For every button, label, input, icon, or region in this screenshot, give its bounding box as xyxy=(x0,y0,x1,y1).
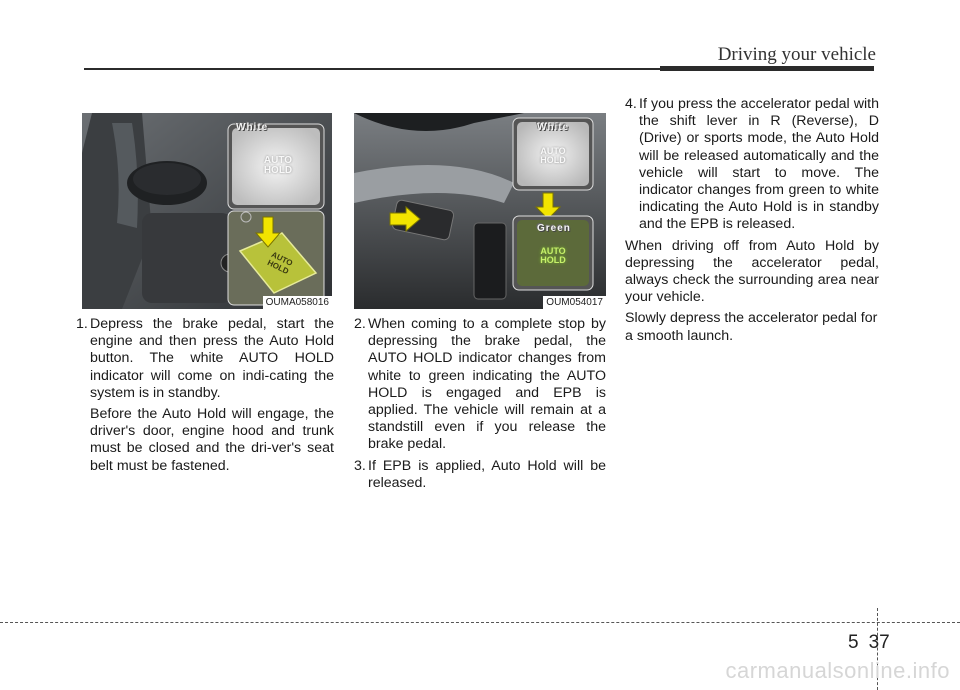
figure-footwell-indicators xyxy=(354,113,606,309)
figure-console-auto-hold xyxy=(82,113,332,309)
figure-code: OUM054017 xyxy=(543,296,606,309)
auto-hold-indicator-white-label: AUTO HOLD xyxy=(540,146,566,165)
chapter-number: 5 xyxy=(848,632,859,653)
white-indicator-caption: White xyxy=(236,122,269,133)
step-text: If you press the accelerator pedal with the shift lever in R (Reverse), D (Drive) or sports mode, the Auto Hold will be released automatically and the vehicle will start to move. The indicator changes from green to white indicating the Auto Hold is in standby and the EPB is released. xyxy=(639,96,879,233)
paragraph-smooth-launch: Slowly depress the accelerator pedal for a smooth launch. xyxy=(625,310,878,344)
step-text: When coming to a complete stop by depressing the brake pedal, the AUTO HOLD indicator changes from white to green indicating the AUTO HOLD is engaged and EPB is applied. The vehicle will remain at a standstill even if you release the brake pedal. xyxy=(368,316,606,453)
step-1-note: Before the Auto Hold will engage, the driver's door, engine hood and trunk must be closed and the dri-ver's seat belt must be fastened. xyxy=(90,406,334,474)
step-1 xyxy=(76,316,334,402)
step-number: 1. xyxy=(76,316,88,332)
step-number: 4. xyxy=(625,96,637,112)
watermark: carmanualsonline.info xyxy=(725,658,950,683)
step-4 xyxy=(625,96,879,234)
text-column-3 xyxy=(625,96,879,345)
footer-rule xyxy=(0,622,960,623)
console-illustration xyxy=(82,113,332,309)
footwell-illustration xyxy=(354,113,606,309)
step-text: If EPB is applied, Auto Hold will be released. xyxy=(368,457,606,491)
text-column-2 xyxy=(354,316,606,492)
figure-code: OUMA058016 xyxy=(263,296,332,309)
step-3 xyxy=(354,458,606,492)
text-column-1 xyxy=(76,316,334,475)
white-indicator-caption: White xyxy=(537,122,570,133)
step-number: 3. xyxy=(354,457,366,474)
page-header-title: Driving your vehicle xyxy=(717,44,876,65)
page-number-value: 37 xyxy=(868,632,890,653)
header-rule-accent xyxy=(660,66,874,71)
step-2 xyxy=(354,316,606,454)
step-text: Depress the brake pedal, start the engine and then press the Auto Hold button. The white AUTO HOLD indicator will come on indi-cating the system is in standby. xyxy=(90,316,334,401)
paragraph-surrounding-check: When driving off from Auto Hold by depressing the accelerator pedal, always check the surrounding area near your vehicle. xyxy=(625,237,879,306)
auto-hold-button-label: AUTO HOLD xyxy=(265,249,295,277)
step-number: 2. xyxy=(354,316,366,332)
green-indicator-caption: Green xyxy=(537,223,571,234)
page-number xyxy=(848,632,890,654)
auto-hold-indicator-green-label: AUTO HOLD xyxy=(540,246,566,265)
auto-hold-indicator-label: AUTO HOLD xyxy=(263,155,293,176)
